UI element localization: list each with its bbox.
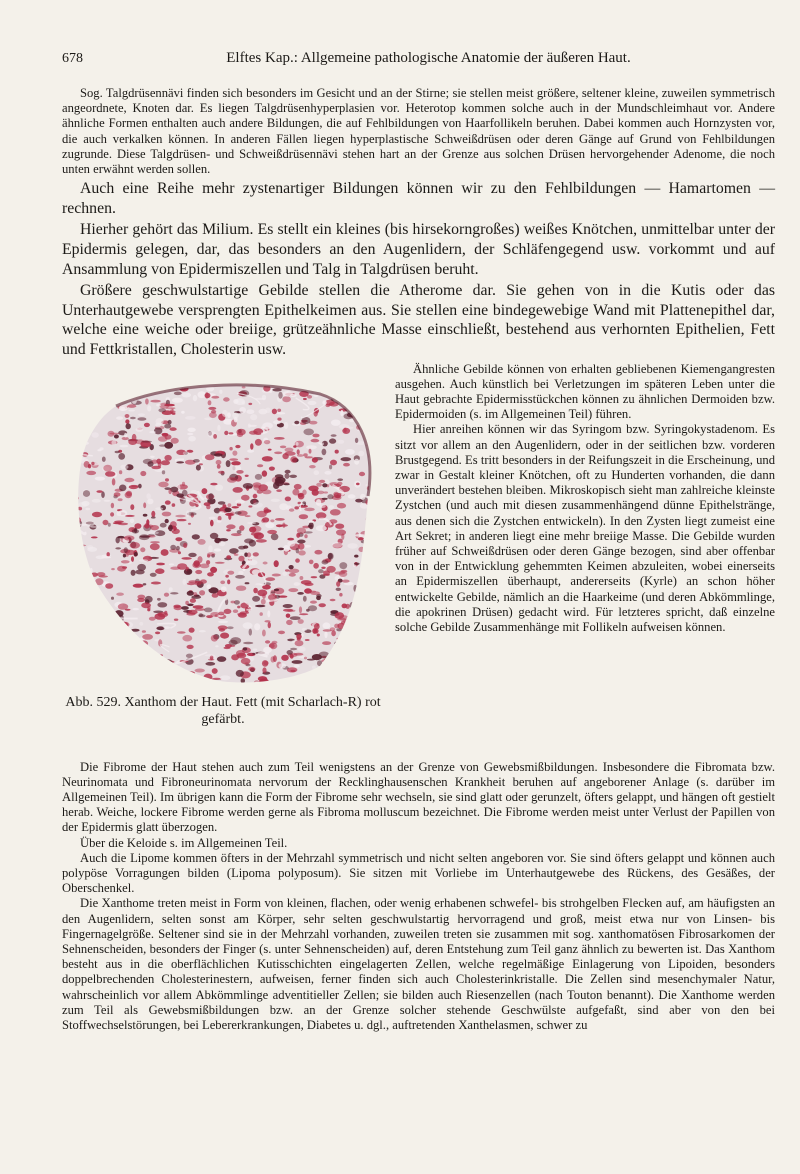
figure-caption: Abb. 529. Xanthom der Haut. Fett (mit Scharlach-R) rot gefärbt. bbox=[65, 694, 381, 727]
paragraph-lipome: Auch die Lipome kommen öfters in der Mehrzahl symmetrisch und nicht selten angeboren vor. Sie sind öfters gelappt und können auch polypöse Vorragungen bilden (Lipoma polyposum). Sie sitzen mit Vorliebe im Unterhautgewebe des Rückens, des Gesäßes, der Oberschenkel. bbox=[62, 850, 775, 896]
page-body bbox=[62, 86, 775, 1033]
paragraph-dermoide: Ähnliche Gebilde können von erhalten gebliebenen Kiemengangresten ausgehen. Auch künstlich bei Verletzungen im späteren Leben unter die Haut gebrachte Epidermisstückchen können zu ähnlichen Dermoiden bzw. Epidermoiden (s. im Allgemeinen Teil) führen. bbox=[395, 361, 775, 422]
running-header bbox=[62, 50, 775, 74]
paragraph-syringom: Hier anreihen können wir das Syringom bzw. Syringokystadenom. Es sitzt vor allem an den Augenlidern, oder in der seitlichen bzw. vorderen Brustgegend. Es tritt besonders in der Reifungszeit in die Erscheinung, und zwar in Gestalt kleiner Knötchen, oft zu Hunderten vorhanden, die dann unverändert bestehen bleiben. Mikroskopisch sieht man zahlreiche kleinste Zystchen (und auch mit diesen zusammenhängend dünne Epithelstränge, aus denen sich die Zystchen entwickeln). In den Zysten liegt zumeist eine Art Sekret; in anderen liegt eine mehr breiige Masse. Die Gebilde wurden früher auf Schweißdrüsen oder deren Gänge bezogen, sind aber offenbar von in der Entwicklung gehemmten Keimen abzuleiten, wobei einerseits an Epidermiszellen überhaupt, andererseits (Kyrle) an schon höher entwickelte Gebilde, nämlich an die Haarkeime (und deren Abkömmlinge, die apokrinen Drüsen) gedacht wird. Für letzteres spricht, daß einzelne solche Gebilde Zusammenhänge mit Follikeln aufweisen können. bbox=[395, 422, 775, 635]
histology-micrograph bbox=[58, 366, 383, 688]
paragraph-xanthome: Die Xanthome treten meist in Form von kleinen, flachen, oder wenig erhabenen schwefel- bis strohgelben Flecken auf, am häufigsten an den Augenlidern, selten sonst am Körper, sehr selten geschwulstartig hervorragend und groß, meist etwa nur von Linsen- bis Fingernagelgröße. Seltener sind sie in der Mehrzahl vorhanden, zuweilen treten sie zusammen mit sog. xanthomatösen Fibrosarkomen der Sehnenscheiden, besonders der Finger (s. unter Sehnenscheiden) auf, deren Entstehung zum Teil ganz ähnlich zu bewerten ist. Das Xanthom besteht aus in die oberflächlichen Kutisschichten eingelagerten Zellen, welche regelmäßige Einlagerung von Lipoiden, besonders doppelbrechenden Cholesterinestern, aufweisen, ferner finden sich auch Cholesterinkristalle. Die Zellen sind mesenchymaler Natur, wahrscheinlich vor allem Abkömmlinge adventitieller Zellen; sie bilden auch Riesenzellen (nach Touton benannt). Die Xanthome werden zum Teil als Gewebsmißbildungen bzw. an der Grenze solcher stehende Geschwülste aufgefaßt, sind aber von den bei Stoffwechselstörungen, bei Lebererkrankungen, Diabetes u. dgl., auftretenden Xanthelasmen, schwer zu bbox=[62, 896, 775, 1033]
running-title: Elftes Kap.: Allgemeine pathologische Anatomie der äußeren Haut. bbox=[226, 50, 631, 66]
paragraph-milium: Hierher gehört das Milium. Es stellt ein kleines (bis hirsekorngroßes) weißes Knötchen, unmittelbar unter der Epidermis gelegen, dar, das besonders an den Augenlidern, der Schläfengegend usw. vorkommt und auf Ansammlung von Epidermiszellen und Talg in Talgdrüsen beruht. bbox=[62, 221, 775, 278]
book-page bbox=[62, 50, 775, 1033]
paragraph-keloide: Über die Keloide s. im Allgemeinen Teil. bbox=[80, 835, 288, 850]
figure-xanthom bbox=[58, 366, 383, 758]
paragraph-atherome: Größere geschwulstartige Gebilde stellen die Atherome dar. Sie gehen von in die Kutis oder das Unterhautgewebe versprengten Epithelkeimen aus. Sie stellen eine bindegewebige Wand mit Plattenepithel dar, welche eine weiche oder breiige, grützeähnliche Masse einschließt, bestehend aus verhornten Epithelien, Fett und Fettkristallen, Cholesterin usw. bbox=[62, 282, 775, 358]
page-number: 678 bbox=[62, 51, 83, 66]
paragraph-hamartome: Auch eine Reihe mehr zystenartiger Bildungen können wir zu den Fehlbildungen — Hamartomen — rechnen. bbox=[62, 180, 775, 217]
paragraph-talgdruesennaevi: Sog. Talgdrüsennävi finden sich besonders im Gesicht und an der Stirne; sie stellen meist größere, seltener kleine, zuweilen symmetrisch angeordnete, Knoten dar. Es liegen Talgdrüsenhyperplasien vor. Heterotop kommen solche auch in der Mundschleimhaut vor. Andere ähnliche Formen enthalten auch andere Bildungen, die auf Fehlbildungen von Haarfollikeln beruhen. Dabei kommen auch Hornzysten vor, die auch verkalken können. In anderen Fällen liegen hyperplastische Schweißdrüsen oder deren Gänge auf Grund von Fehlbildungen zugrunde. Diese Talgdrüsen- und Schweißdrüsennävi stehen hart an der Grenze aus solchen Drüsen hervorgehender Adenome, die noch unten erwähnt werden sollen. bbox=[62, 86, 775, 177]
paragraph-fibrome: Die Fibrome der Haut stehen auch zum Teil wenigstens an der Grenze von Gewebsmißbildungen. Insbesondere die Fibromata bzw. Neurinomata und Fibroneurinomata nervorum der Recklinghausenschen Krankheit beruhen auf angeborener Anlage (s. darüber im Allgemeinen Teil). Im übrigen kann die Form der Fibrome sehr wechseln, sie sind glatt oder gerunzelt, öfters gelappt, und hängen oft gestielt herab. Weiche, lockere Fibrome werden gerne als Fibroma molluscum bezeichnet. Die Fibrome werden meist unter Verlust der Papillen von der Epidermis glatt überzogen. bbox=[62, 759, 775, 835]
